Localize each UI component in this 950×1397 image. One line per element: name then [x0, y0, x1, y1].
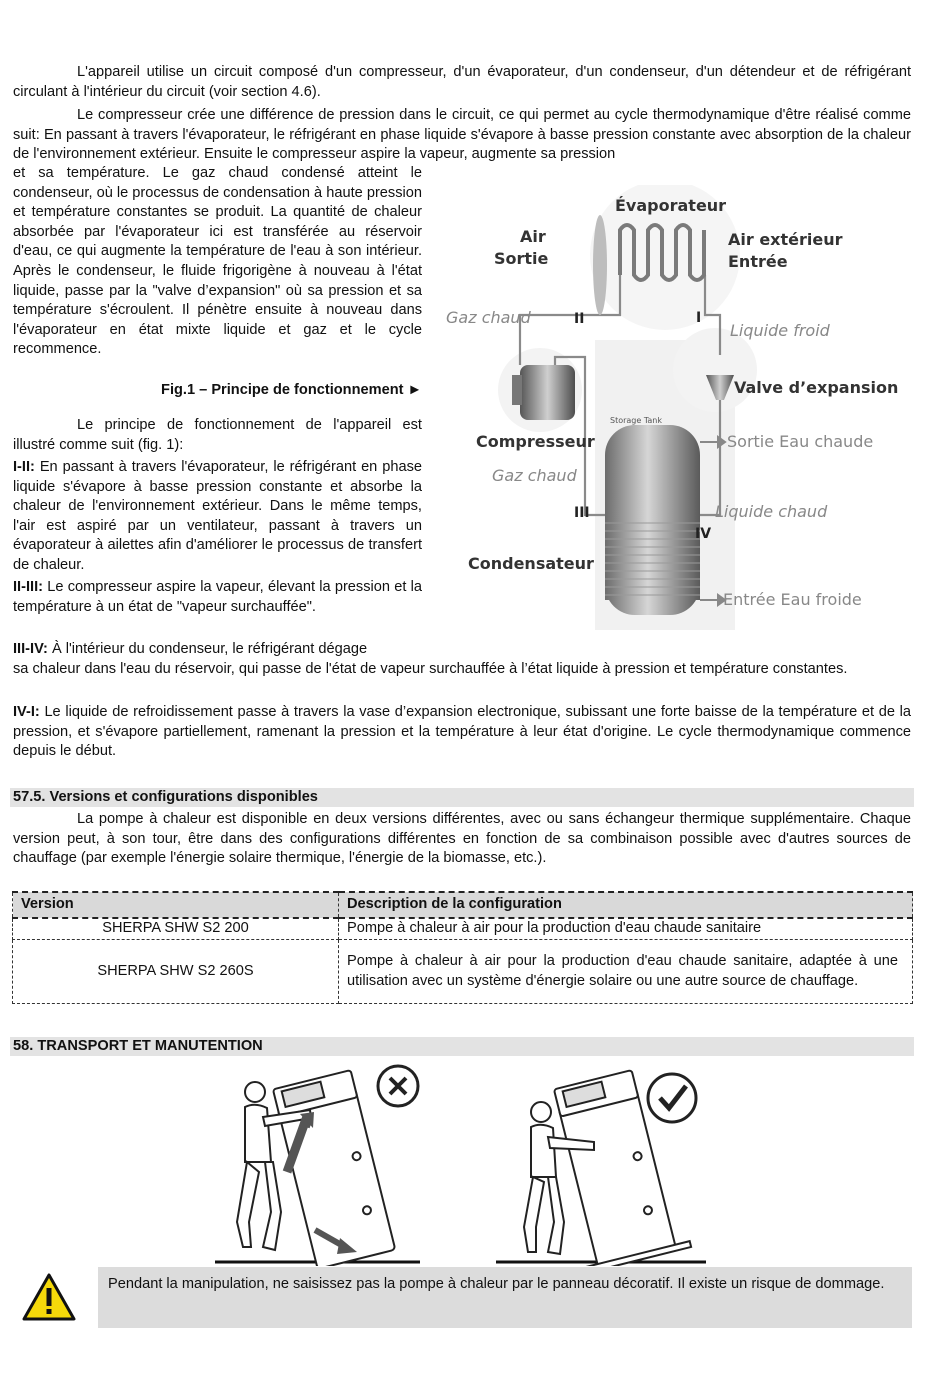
label-roman-i: I [696, 310, 702, 326]
label-gaz-chaud-1: Gaz chaud [446, 308, 531, 327]
valve-halo [673, 328, 757, 412]
step-label: I-II: [13, 459, 35, 475]
table-header-version: Version [13, 892, 339, 918]
label-liquide-chaud: Liquide chaud [715, 502, 828, 521]
label-entree-eau: Entrée Eau froide [723, 590, 862, 609]
cross-icon [378, 1066, 418, 1106]
handling-wrong-illustration [215, 1062, 430, 1266]
heat-pump-diagram [440, 185, 910, 635]
label-air-sortie-2: Sortie [494, 249, 549, 268]
label-roman-ii: II [574, 311, 585, 327]
step-text: Le compresseur aspire la vapeur, élevant la pression et la température à un état de "vapeur surchauffée". [13, 579, 422, 615]
section-title-58: 58. TRANSPORT ET MANUTENTION [10, 1037, 914, 1056]
label-condensateur: Condensateur [468, 554, 594, 573]
label-air-sortie-1: Air [520, 227, 546, 246]
table-cell-version: SHERPA SHW S2 260S [13, 940, 339, 1004]
step-label: III-IV: [13, 641, 48, 657]
table-header-row [13, 892, 913, 918]
fan-icon [593, 215, 607, 315]
check-icon [648, 1074, 696, 1122]
step-text: En passant à travers l'évaporateur, le réfrigérant en phase liquide s'évapore à basse pression constante et absorbe la chaleur de l'environnement extérieur. Dans le même temps, l'air est aspiré par un ventilateur, passant à travers un évaporateur à ailettes afin d'améliorer le processus de transfert de chaleur. [13, 459, 422, 573]
step-text: À l'intérieur du condenseur, le réfrigérant dégage [51, 641, 368, 657]
label-gaz-chaud-2: Gaz chaud [492, 466, 577, 485]
intro-paragraph-1: L'appareil utilise un circuit composé d'un compresseur, d'un évaporateur, d'un condenseur, d'un détendeur et de réfrigérant circulant à l'intérieur du circuit (voir section 4.6). [13, 64, 911, 100]
label-roman-iv: IV [695, 526, 712, 542]
label-roman-iii: III [574, 505, 590, 521]
handling-correct-illustration [496, 1062, 711, 1266]
intro-paragraph-3: Le principe de fonctionnement de l'appareil est illustré comme suit (fig. 1): [13, 417, 422, 453]
label-valve: Valve d’expansion [734, 378, 899, 397]
step-text: Le liquide de refroidissement passe à travers la vase d’expansion electronique, subissant une forte baisse de la température et de la pression, et s'évapore partiellement, ramenant la pression et la température à leur état d'origine. Le cycle thermodynamique commence depuis le début. [13, 704, 911, 760]
warning-box [98, 1267, 912, 1328]
evaporator-coil [620, 225, 704, 280]
table-row [13, 918, 913, 940]
label-entree-air: Entrée [728, 252, 788, 271]
section-57-5-text: La pompe à chaleur est disponible en deux versions différentes, avec ou sans échangeur thermique supplémentaire. Chaque version peut, à son tour, être dans des configurations différentes en fonction de sa combinaison possible avec d'autres sources de chauffage (par exemple l'énergie solaire thermique, l'énergie de la biomasse, etc.). [13, 811, 911, 867]
step-iii-iv [13, 640, 422, 660]
warning-text: Pendant la manipulation, ne saisissez pas la pompe à chaleur par le panneau décoratif. Il existe un risque de dommage. [108, 1276, 885, 1292]
step-label: IV-I: [13, 704, 40, 720]
label-storage-tank: Storage Tank [610, 416, 663, 425]
versions-table [12, 891, 913, 1004]
label-compresseur: Compresseur [476, 432, 595, 451]
step-i-ii [13, 458, 422, 576]
table-cell-version: SHERPA SHW S2 200 [13, 918, 339, 940]
compressor-icon [520, 365, 575, 420]
step-iv-i [13, 703, 911, 762]
table-cell-description: Pompe à chaleur à air pour la production d'eau chaude sanitaire [339, 918, 913, 940]
label-liquide-froid: Liquide froid [730, 321, 830, 340]
table-row [13, 940, 913, 1004]
intro-paragraph-2: Le compresseur crée une différence de pression dans le circuit, ce qui permet au cycle thermodynamique d'être réalisé comme suit: En passant à travers l'évaporateur, le réfrigérant en phase liquide s'évapore à basse pression constante avec absorption de la chaleur de l'environnement extérieur. Ensuite le compresseur aspire la vapeur, augmente sa pression [13, 107, 911, 163]
label-air-exterieur: Air extérieur [728, 230, 843, 249]
table-header-description: Description de la configuration [339, 892, 913, 918]
step-ii-iii [13, 578, 422, 617]
figure-caption: Fig.1 – Principe de fonctionnement ► [161, 382, 422, 398]
step-iii-iv-cont: sa chaleur dans l'eau du réservoir, qui passe de l'état de vapeur surchauffée à l’état liquide à pression et température constantes. [13, 661, 848, 677]
table-cell-description: Pompe à chaleur à air pour la production d'eau chaude sanitaire, adaptée à une utilisation avec un système d'énergie solaire ou une autre source de chauffage. [339, 940, 913, 1004]
label-sortie-eau: Sortie Eau chaude [727, 432, 874, 451]
intro-paragraph-2-cont: et sa température. Le gaz chaud condensé atteint le condenseur, où le processus de condensation à haute pression et température constantes se produit. La quantité de chaleur absorbée par l'évaporateur ici est transférée au réservoir d'eau, ce qui augmente la température de l'eau à son intérieur. Après le condenseur, le fluide frigorigène à nouveau à l'état liquide, passe par la "valve d’expansion" où sa pression et sa température s'écroulent. Il pénètre ensuite à nouveau dans l'évaporateur en état mixte liquide et gaz et le cycle recommence. [13, 165, 422, 358]
warning-triangle-icon [22, 1272, 76, 1322]
section-title-57-5: 57.5. Versions et configurations disponibles [10, 788, 914, 807]
step-label: II-III: [13, 579, 43, 595]
label-evaporateur: Évaporateur [615, 196, 727, 215]
